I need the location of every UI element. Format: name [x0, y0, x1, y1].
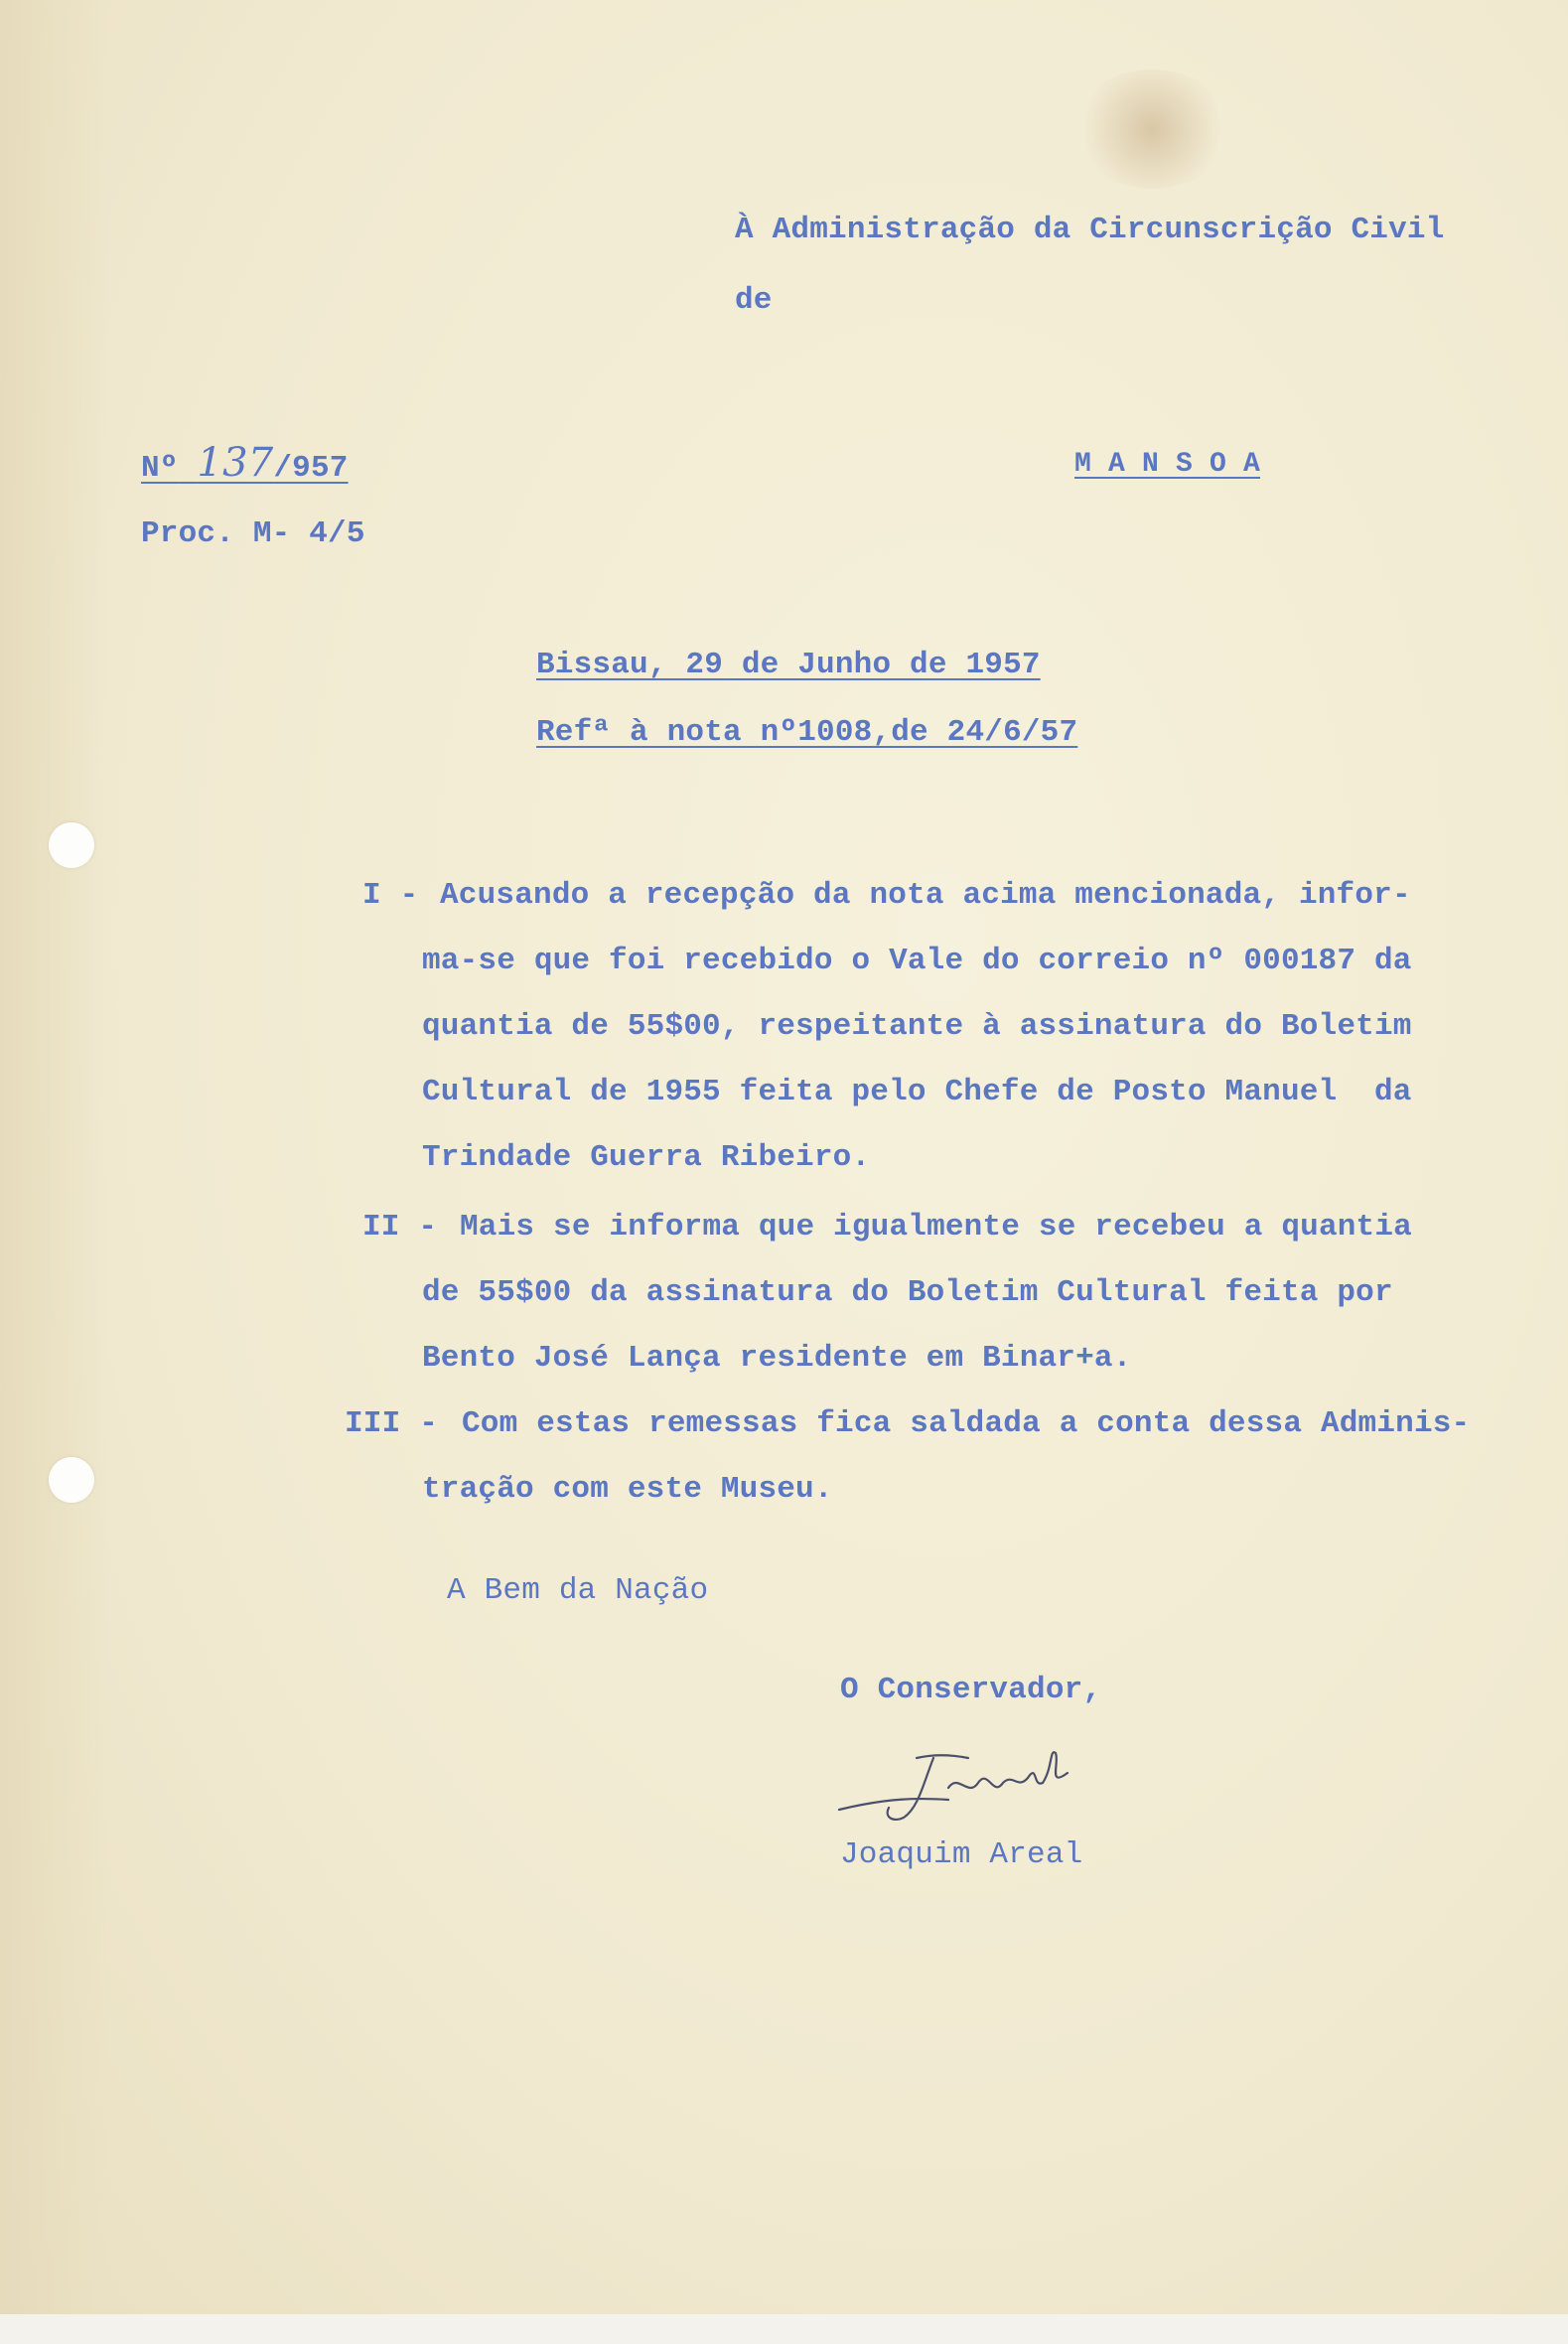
body-line: quantia de 55$00, respeitante à assinatura do Boletim — [422, 1009, 1412, 1044]
handwritten-number: 137 — [197, 440, 274, 486]
number-prefix: Nº — [141, 451, 179, 486]
body-line: de 55$00 da assinatura do Boletim Cultural feita por — [422, 1275, 1393, 1310]
body-line: ma-se que foi recebido o Vale do correio nº 000187 da — [422, 944, 1412, 978]
body-line: Trindade Guerra Ribeiro. — [422, 1140, 871, 1175]
reference-line: Refª à nota nº1008,de 24/6/57 — [536, 715, 1078, 750]
scan-border — [0, 2314, 1568, 2344]
paragraph-numeral: I - — [362, 878, 419, 913]
punch-hole — [49, 1457, 94, 1503]
body-line: Com estas remessas fica saldada a conta dessa Adminis- — [462, 1406, 1471, 1441]
document-number — [141, 440, 349, 487]
paper-edge-shadow — [0, 0, 109, 2344]
addressee-line-2: de — [735, 283, 773, 318]
handwritten-signature — [829, 1728, 1107, 1837]
process-number: Proc. M- 4/5 — [141, 516, 365, 551]
number-suffix: /957 — [273, 451, 349, 486]
signatory-name: Joaquim Areal — [840, 1837, 1083, 1872]
body-line: Acusando a recepção da nota acima mencionada, infor- — [440, 878, 1411, 913]
destination-place: M A N S O A — [1074, 449, 1261, 480]
date-line: Bissau, 29 de Junho de 1957 — [536, 648, 1041, 682]
paragraph-numeral: III - — [345, 1406, 439, 1441]
body-line: Mais se informa que igualmente se recebeu a quantia — [460, 1210, 1412, 1245]
punch-hole — [49, 822, 94, 868]
salutation: A Bem da Nação — [447, 1573, 709, 1608]
paper-stain — [1072, 70, 1231, 189]
body-line: tração com este Museu. — [422, 1472, 833, 1507]
addressee-line-1: À Administração da Circunscrição Civil — [735, 213, 1445, 247]
body-line: Cultural de 1955 feita pelo Chefe de Posto Manuel da — [422, 1075, 1412, 1109]
paragraph-numeral: II - — [362, 1210, 438, 1245]
signatory-title: O Conservador, — [840, 1673, 1102, 1707]
body-line: Bento José Lança residente em Binar+a. — [422, 1341, 1132, 1376]
